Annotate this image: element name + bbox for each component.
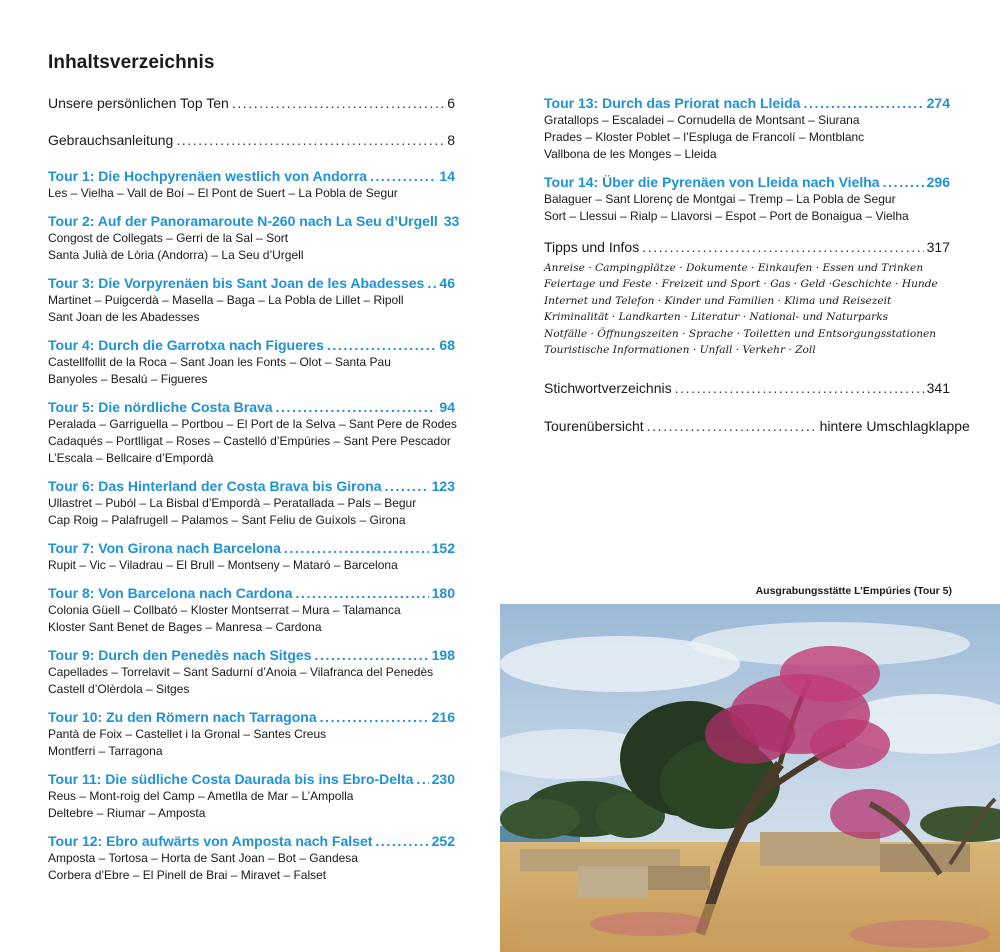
tour-page: 94 bbox=[439, 399, 455, 415]
toc-entry-title: Stichwortverzeichnis bbox=[544, 380, 672, 397]
toc-entry-top-ten[interactable] bbox=[48, 94, 455, 112]
tour-entry[interactable] bbox=[48, 167, 455, 202]
leader-dots bbox=[370, 167, 436, 185]
tour-entry[interactable] bbox=[48, 212, 460, 264]
tour-stops-line: Balaguer – Sant Llorenç de Montgai – Tremp – La Pobla de Segur bbox=[544, 192, 896, 206]
tour-page: 252 bbox=[431, 833, 455, 849]
leader-dots bbox=[675, 379, 924, 397]
leader-dots bbox=[803, 94, 923, 112]
leader-dots bbox=[327, 336, 437, 354]
tour-stops-line: Sort – Llessui – Rialp – Llavorsi – Espot – Port de Bonaigua – Vielha bbox=[544, 209, 909, 223]
leader-dots bbox=[416, 770, 428, 788]
tour-page: 216 bbox=[431, 709, 455, 725]
tour-stops-line: Sant Joan de les Abadesses bbox=[48, 310, 200, 324]
tour-title: Tour 2: Auf der Panoramaroute N-260 nach La Seu d’Urgell bbox=[48, 213, 438, 229]
toc-left-column bbox=[48, 94, 460, 894]
leader-dots bbox=[647, 417, 817, 435]
tour-page: 123 bbox=[431, 478, 455, 494]
tour-entry[interactable] bbox=[48, 708, 455, 760]
tour-page: 274 bbox=[926, 95, 950, 111]
tour-entry[interactable] bbox=[48, 832, 455, 884]
tips-topics bbox=[544, 260, 950, 358]
tips-topic-line: Feiertage und Feste · Freizeit und Sport · Gas · Geld ·Geschichte · Hunde bbox=[544, 278, 938, 291]
toc-entry-overview[interactable] bbox=[544, 417, 970, 435]
tour-stops-line: Martinet – Puigcerdà – Masella – Baga – La Pobla de Lillet – Ripoll bbox=[48, 293, 404, 307]
tips-topic-line: Notfälle · Öffnungszeiten · Sprache · Toiletten und Entsorgungsstationen bbox=[544, 327, 937, 340]
tour-title: Tour 14: Über die Pyrenäen von Lleida nach Vielha bbox=[544, 174, 880, 190]
tour-title: Tour 8: Von Barcelona nach Cardona bbox=[48, 585, 293, 601]
toc-right-column bbox=[544, 94, 970, 435]
leader-dots bbox=[314, 646, 428, 664]
tour-entry[interactable] bbox=[544, 94, 950, 163]
tour-entry[interactable] bbox=[48, 274, 455, 326]
tour-stops-line: Peralada – Garriguella – Portbou – El Port de la Selva – Sant Pere de Rodes bbox=[48, 417, 457, 431]
tour-stops-line: Cadaqués – Portlligat – Roses – Castelló d’Empúries – Sant Pere Pescador bbox=[48, 434, 451, 448]
page-title: Inhaltsverzeichnis bbox=[48, 52, 215, 73]
toc-entry-usage[interactable] bbox=[48, 131, 455, 149]
toc-entry-index[interactable] bbox=[544, 379, 950, 397]
tour-entry[interactable] bbox=[48, 584, 455, 636]
tour-title: Tour 13: Durch das Priorat nach Lleida bbox=[544, 95, 801, 111]
tour-entry[interactable] bbox=[48, 646, 455, 698]
toc-entry-tips[interactable] bbox=[544, 238, 950, 256]
tour-stops-line: Les – Vielha – Vall de Boí – El Pont de Suert – La Pobla de Segur bbox=[48, 186, 398, 200]
tour-list-right bbox=[544, 94, 950, 225]
photo-caption: Ausgrabungsstätte L’Empúries (Tour 5) bbox=[755, 585, 952, 597]
leader-dots bbox=[276, 398, 437, 416]
tour-entry[interactable] bbox=[48, 477, 455, 529]
leader-dots bbox=[232, 94, 444, 112]
tour-title: Tour 10: Zu den Römern nach Tarragona bbox=[48, 709, 317, 725]
tips-topic-line: Kriminalität · Landkarten · Literatur · National- und Naturparks bbox=[544, 311, 889, 324]
tour-title: Tour 5: Die nördliche Costa Brava bbox=[48, 399, 273, 415]
tour-page: 46 bbox=[439, 275, 455, 291]
tour-stops-line: Rupit – Vic – Viladrau – El Brull – Montseny – Mataró – Barcelona bbox=[48, 558, 398, 572]
tips-topic-line: Touristische Informationen · Unfall · Verkehr · Zoll bbox=[544, 344, 816, 357]
tour-stops-line: Santa Julià de Lòria (Andorra) – La Seu d’Urgell bbox=[48, 248, 304, 262]
tour-page: 14 bbox=[439, 168, 455, 184]
tour-page: 296 bbox=[926, 174, 950, 190]
toc-entry-page: 8 bbox=[447, 132, 455, 148]
tips-topic-line: Internet und Telefon · Kinder und Familien · Klima und Reisezeit bbox=[544, 294, 892, 307]
leader-dots bbox=[642, 238, 923, 256]
tour-stops-line: Kloster Sant Benet de Bages – Manresa – Cardona bbox=[48, 620, 322, 634]
tour-entry[interactable] bbox=[48, 336, 455, 388]
tour-stops-line: Colonia Güell – Collbató – Kloster Montserrat – Mura – Talamanca bbox=[48, 603, 401, 617]
leader-dots bbox=[296, 584, 429, 602]
toc-entry-title: Gebrauchsanleitung bbox=[48, 132, 174, 148]
tour-stops-line: Castell d’Olèrdola – Sitges bbox=[48, 682, 190, 696]
tour-stops-line: Capellades – Torrelavit – Sant Sadurní d’Anoia – Vilafranca del Penedès bbox=[48, 665, 434, 679]
leader-dots bbox=[427, 274, 436, 292]
tour-title: Tour 1: Die Hochpyrenäen westlich von Andorra bbox=[48, 168, 367, 184]
tour-page: 180 bbox=[431, 585, 455, 601]
tour-title: Tour 6: Das Hinterland der Costa Brava bis Girona bbox=[48, 478, 382, 494]
toc-entry-page: hintere Umschlagklappe bbox=[819, 418, 970, 435]
tour-stops-line: Congost de Collegats – Gerri de la Sal – Sort bbox=[48, 231, 289, 245]
tour-entry[interactable] bbox=[48, 398, 455, 467]
tour-page: 198 bbox=[431, 647, 455, 663]
tour-stops-line: Cap Roig – Palafrugell – Palamos – Sant Feliu de Guíxols – Girona bbox=[48, 513, 406, 527]
leader-dots bbox=[176, 131, 444, 149]
tour-list-left bbox=[48, 167, 460, 884]
tour-stops-line: Castellfollit de la Roca – Sant Joan les Fonts – Olot – Santa Pau bbox=[48, 355, 391, 369]
tour-stops-line: Pantà de Foix – Castellet i la Gronal – Santes Creus bbox=[48, 727, 327, 741]
leader-dots bbox=[284, 539, 429, 557]
tour-entry[interactable] bbox=[544, 173, 950, 225]
leader-dots bbox=[375, 832, 428, 850]
toc-entry-page: 317 bbox=[926, 239, 950, 255]
toc-entry-page: 341 bbox=[926, 380, 950, 397]
tour-title: Tour 12: Ebro aufwärts von Amposta nach Falset bbox=[48, 833, 373, 849]
tour-entry[interactable] bbox=[48, 539, 455, 574]
tour-page: 68 bbox=[439, 337, 455, 353]
tour-entry[interactable] bbox=[48, 770, 455, 822]
tour-stops-line: Amposta – Tortosa – Horta de Sant Joan – Bot – Gandesa bbox=[48, 851, 358, 865]
toc-entry-title: Unsere persönlichen Top Ten bbox=[48, 95, 229, 111]
toc-entry-title: Tipps und Infos bbox=[544, 239, 640, 255]
empuries-photo bbox=[500, 604, 1000, 952]
tour-stops-line: Banyoles – Besalú – Figueres bbox=[48, 372, 208, 386]
tour-title: Tour 11: Die südliche Costa Daurada bis ins Ebro-Delta bbox=[48, 771, 414, 787]
tour-stops-line: Deltebre – Riumar – Amposta bbox=[48, 806, 206, 820]
tour-title: Tour 3: Die Vorpyrenäen bis Sant Joan de les Abadesses bbox=[48, 275, 425, 291]
tour-page: 152 bbox=[431, 540, 455, 556]
tour-stops-line: Gratallops – Escaladei – Cornudella de Montsant – Siurana bbox=[544, 113, 860, 127]
tour-title: Tour 7: Von Girona nach Barcelona bbox=[48, 540, 281, 556]
tour-page: 33 bbox=[443, 213, 460, 229]
tips-topic-line: Anreise · Campingplätze · Dokumente · Einkaufen · Essen und Trinken bbox=[544, 262, 924, 274]
leader-dots bbox=[883, 173, 924, 191]
toc-entry-title: Tourenübersicht bbox=[544, 418, 644, 435]
tour-stops-line: Ullastret – Puból – La Bisbal d’Empordà – Peratallada – Pals – Begur bbox=[48, 496, 417, 510]
tour-stops-line: Prades – Kloster Poblet – l’Espluga de Francolí – Montblanc bbox=[544, 130, 865, 144]
tour-title: Tour 4: Durch die Garrotxa nach Figueres bbox=[48, 337, 324, 353]
tour-stops-line: L’Escala – Bellcaire d’Empordà bbox=[48, 451, 214, 465]
tour-page: 230 bbox=[431, 771, 455, 787]
leader-dots bbox=[320, 708, 429, 726]
tour-stops-line: Reus – Mont-roig del Camp – Ametlla de Mar – L’Ampolla bbox=[48, 789, 354, 803]
leader-dots bbox=[384, 477, 428, 495]
tour-stops-line: Montferri – Tarragona bbox=[48, 744, 163, 758]
tour-title: Tour 9: Durch den Penedès nach Sitges bbox=[48, 647, 312, 663]
toc-entry-page: 6 bbox=[447, 95, 455, 111]
tour-stops-line: Corbera d’Ebre – El Pinell de Brai – Miravet – Falset bbox=[48, 868, 327, 882]
tour-stops-line: Vallbona de les Monges – Lleida bbox=[544, 147, 717, 161]
